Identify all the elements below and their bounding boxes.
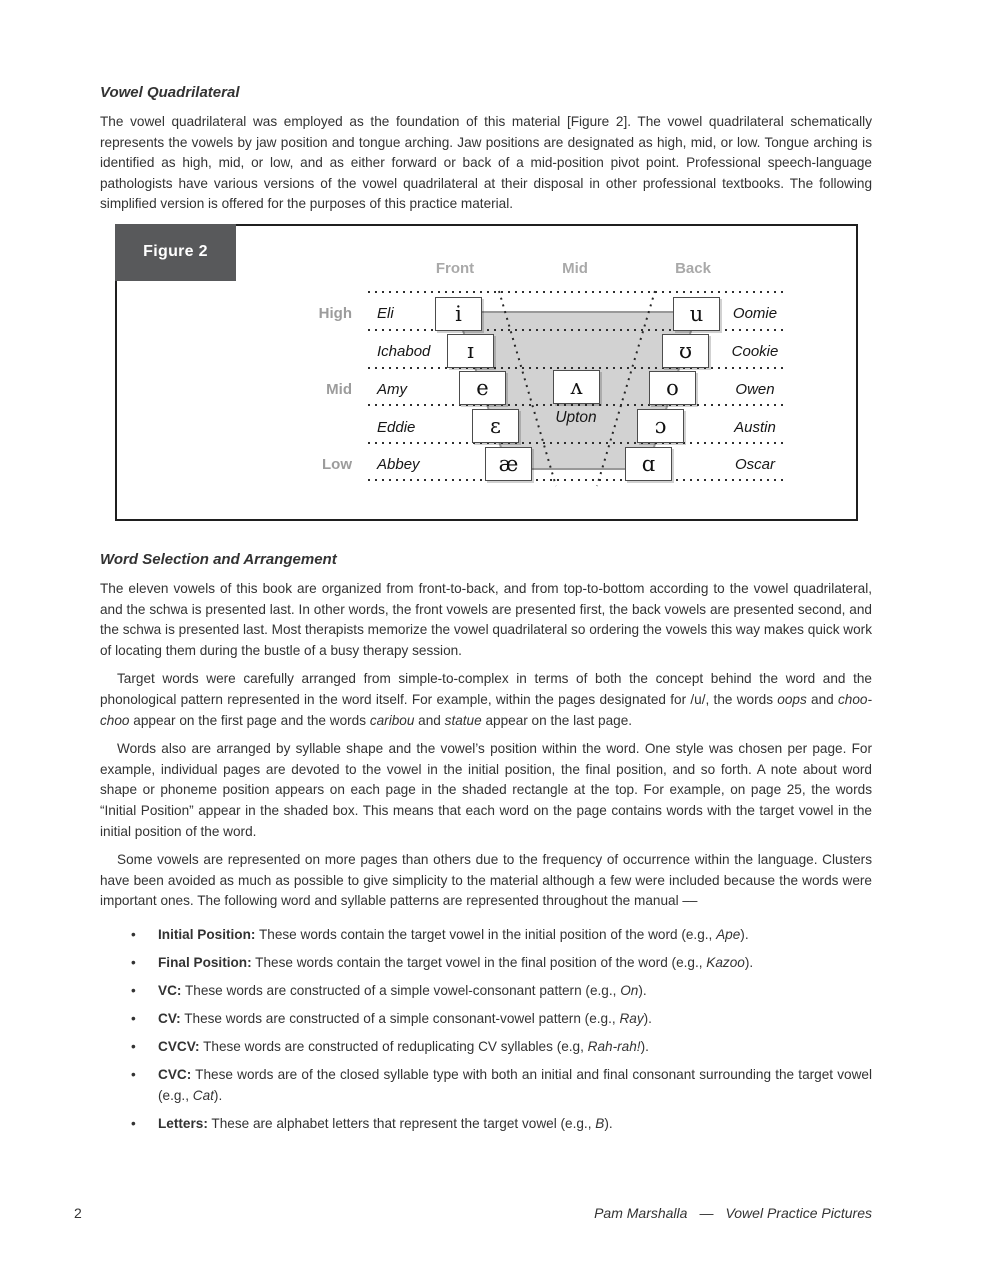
figure-2-frame (115, 224, 858, 521)
vowel-box-u: u (673, 297, 720, 331)
bullet-text: CV: These words are constructed of a simple consonant-vowel pattern (e.g., Ray). (158, 1011, 652, 1027)
bullet-initial-position (131, 925, 872, 946)
bullet-marker: • (131, 954, 136, 970)
column-header-back: Back (675, 259, 711, 277)
bullet-marker: • (131, 1011, 136, 1027)
dotted-grid-line (368, 367, 783, 369)
vowel-box-small-cap-i: ɪ (447, 334, 494, 368)
bullet-text: CVCV: These words are constructed of reduplicating CV syllables (e.g, Rah-rah!). (158, 1039, 649, 1055)
dotted-grid-line (368, 404, 783, 406)
section-heading-word-selection: Word Selection and Arrangement (100, 550, 337, 568)
bullet-cvc (131, 1065, 872, 1106)
page-content (100, 84, 872, 1142)
paragraph-word-selection-2: Target words were carefully arranged from simple-to-complex in terms of both the concept behind the word and the phonological pattern represented in the word itself. For example, within the pages designated for /u/, the words oops and choo-choo appear on the first page and the words caribou and statue appear on the last page. (100, 671, 873, 728)
vowel-word-eddie: Eddie (377, 418, 416, 436)
vowel-box-e: e (459, 371, 506, 405)
vowel-word-austin: Austin (734, 418, 776, 436)
dotted-grid-line (368, 329, 783, 331)
bullet-marker: • (131, 1116, 136, 1132)
footer-separator: — (699, 1205, 714, 1221)
vowel-quadrilateral-diagram (115, 224, 858, 521)
column-header-mid: Mid (562, 259, 588, 277)
vowel-box-open-o: ɔ (637, 409, 684, 443)
paragraph-vowel-quadrilateral: The vowel quadrilateral was employed as the foundation of this material [Figure 2]. The vowel quadrilateral schematically represents the vowels by jaw position and tongue arching. Jaw positions are designated as high, mid, or low. Tongue arching is identified as high, mid, or low, and as either forward or back of a mid-position pivot point. Professional speech-language pathologists have various versions of the vowel quadrilateral at their disposal in other professional textbooks. The following simplified version is offered for the purposes of this practice material. (100, 114, 872, 212)
footer-book-title: Vowel Practice Pictures (725, 1205, 872, 1221)
vowel-word-cookie: Cookie (731, 342, 779, 360)
bullet-final-position (131, 953, 872, 974)
running-footer (594, 1205, 872, 1221)
row-label-low: Low (322, 455, 352, 473)
bullet-marker: • (131, 1039, 136, 1055)
vowel-box-i: i (435, 297, 482, 331)
paragraph-word-selection-1: The eleven vowels of this book are organized from front-to-back, and from top-to-bottom according to the vowel quadrilateral, and the schwa is presented last. In other words, the front vowels are presented first, the back vowels are presented second, and the schwa is presented last. Most therapists memorize the vowel quadrilateral so ordering the vowels this way makes quick work of locating them during the bustle of a busy therapy session. (100, 580, 872, 658)
pattern-bullet-list (100, 925, 872, 1135)
bullet-marker: • (131, 1067, 136, 1083)
dotted-grid-line (368, 479, 783, 481)
vowel-box-caret: ʌ (553, 370, 600, 404)
row-label-high: High (318, 304, 352, 322)
vowel-word-ichabod: Ichabod (377, 342, 431, 360)
column-header-front: Front (435, 259, 475, 277)
vowel-word-eli: Eli (377, 304, 394, 322)
bullet-marker: • (131, 926, 136, 942)
page-number: 2 (74, 1205, 82, 1221)
bullet-text: Initial Position: These words contain the target vowel in the initial position of the word (e.g., Ape). (158, 926, 749, 942)
section-heading-vowel-quadrilateral: Vowel Quadrilateral (100, 84, 240, 101)
vowel-box-o: o (649, 371, 696, 405)
bullet-marker: • (131, 983, 136, 999)
bullet-cv (131, 1009, 872, 1030)
vowel-word-owen: Owen (735, 380, 775, 398)
bullet-text: VC: These words are constructed of a simple vowel-consonant pattern (e.g., On). (158, 983, 647, 999)
footer-author: Pam Marshalla (594, 1205, 688, 1221)
bullet-text: Letters: These are alphabet letters that represent the target vowel (e.g., B). (158, 1116, 613, 1132)
figure-label: Figure 2 (115, 224, 236, 281)
paragraph-word-selection-4: Some vowels are represented on more pages than others due to the frequency of occurrence within the language. Clusters have been avoided as much as possible to give simplicity to the material although a few were included because the words were important ones. The following word and syllable patterns are represented throughout the manual –– (100, 852, 872, 909)
vowel-box-ash: æ (485, 447, 532, 481)
bullet-letters (131, 1114, 872, 1135)
bullet-text: CVC: These words are of the closed syllable type with both an initial and final consonant surrounding the target vowel (e.g., Cat). (158, 1067, 872, 1103)
vowel-word-oomie: Oomie (732, 304, 778, 322)
vowel-box-epsilon: ɛ (472, 409, 519, 443)
vowel-word-amy: Amy (377, 380, 407, 398)
paragraph-word-selection-3: Words also are arranged by syllable shape and the vowel’s position within the word. One style was chosen per page. For example, individual pages are devoted to the vowel in the initial position, the final position, and so forth. A note about word shape or phoneme position appears on each page in the shaded rectangle at the top. For example, on page 25, the words “Initial Position” appear in the shaded box. This means that each word on the page contains words with the target vowel in the initial position of the word. (100, 741, 872, 839)
vowel-word-upton: Upton (555, 408, 597, 426)
dotted-grid-line (368, 291, 783, 293)
dotted-grid-line (368, 442, 783, 444)
bullet-text: Final Position: These words contain the target vowel in the final position of the word (e.g., Kazoo). (158, 954, 754, 970)
row-label-mid: Mid (326, 380, 352, 398)
bullet-vc (131, 981, 872, 1002)
vowel-word-abbey: Abbey (377, 455, 420, 473)
vowel-box-upsilon: ʊ (662, 334, 709, 368)
vowel-word-oscar: Oscar (734, 455, 775, 473)
bullet-cvcv (131, 1037, 872, 1058)
vowel-box-script-a: ɑ (625, 447, 672, 481)
